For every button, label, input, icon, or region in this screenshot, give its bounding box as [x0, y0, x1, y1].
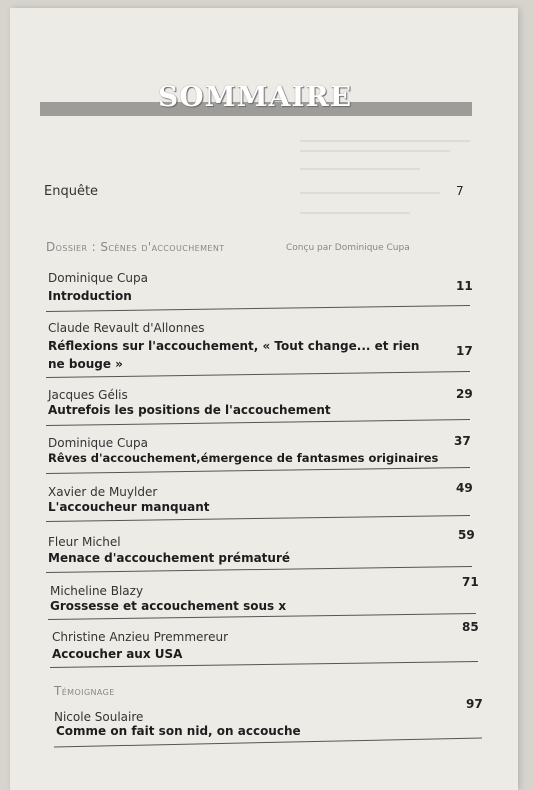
show-through [300, 150, 450, 152]
entry-title-line2: ne bouge » [48, 357, 123, 371]
entry-author: Fleur Michel [48, 535, 121, 549]
entry-page: 59 [458, 528, 475, 542]
entry-page: 11 [456, 279, 473, 293]
entry-rule [46, 305, 470, 312]
entry-title: L'accoucheur manquant [48, 500, 210, 514]
entry-author: Claude Revault d'Allonnes [48, 321, 205, 335]
entry-title: Menace d'accouchement prématuré [48, 551, 291, 565]
entry-title: Introduction [48, 289, 132, 303]
entry-author: Micheline Blazy [50, 584, 144, 598]
entry-page: 17 [456, 344, 473, 358]
entry-page: 49 [456, 481, 473, 495]
entry-author: Nicole Soulaire [54, 710, 144, 724]
show-through [300, 192, 440, 194]
show-through [300, 168, 420, 170]
entry-author: Christine Anzieu Premmereur [52, 630, 229, 644]
entry-title: Grossesse et accouchement sous x [50, 599, 287, 613]
show-through [300, 212, 410, 214]
enquete-label: Enquête [44, 184, 99, 199]
entry-title: Rêves d'accouchement,émergence de fantasmes originaires [48, 451, 439, 465]
entry-title: Comme on fait son nid, on accouche [56, 724, 301, 738]
entry-title: Autrefois les positions de l'accouchement [48, 403, 331, 417]
page-title: SOMMAIRE [158, 80, 353, 113]
dossier-heading: Dossier : Scènes d'accouchement [46, 240, 225, 254]
book-page [10, 8, 518, 790]
entry-page: 37 [454, 434, 471, 448]
temoignage-heading: Témoignage [54, 684, 115, 698]
entry-author: Xavier de Muylder [48, 485, 158, 499]
show-through [300, 140, 470, 142]
entry-title: Accoucher aux USA [52, 647, 183, 661]
dossier-credit: Conçu par Dominique Cupa [286, 243, 410, 253]
entry-rule [46, 467, 470, 474]
entry-author: Jacques Gélis [48, 388, 128, 402]
entry-author: Dominique Cupa [48, 436, 148, 450]
title-banner [40, 82, 470, 122]
entry-page: 29 [456, 387, 473, 401]
entry-page: 71 [462, 575, 479, 589]
entry-author: Dominique Cupa [48, 271, 148, 285]
entry-rule [46, 419, 470, 426]
entry-page: 97 [466, 697, 483, 711]
entry-page: 85 [462, 620, 479, 634]
enquete-page: 7 [456, 184, 464, 198]
entry-title-line1: Réflexions sur l'accouchement, « Tout change... et rien [48, 339, 420, 353]
